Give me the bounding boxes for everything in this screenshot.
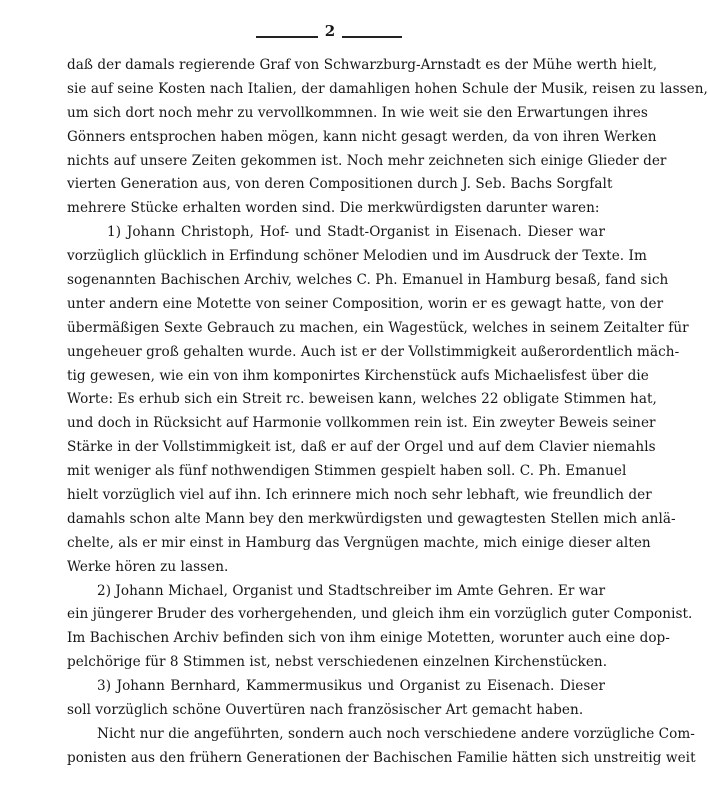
text-line: übermäßigen Sexte Gebrauch zu machen, ein Wagestück, welches in seinem Zeitalter für <box>67 319 689 336</box>
text-line: 1) Johann Christoph, Hof- und Stadt-Organist in Eisenach. Dieser war <box>107 224 605 241</box>
text-line: Worte: Es erhub sich ein Streit rc. beweisen kann, welches 22 obligate Stimmen hat, <box>67 391 657 408</box>
text-line: ein jüngerer Bruder des vorhergehenden, und gleich ihm ein vorzüglich guter Componist. <box>67 606 693 623</box>
text-line: mehrere Stücke erhalten worden sind. Die merkwürdigsten darunter waren: <box>67 200 600 217</box>
text-line: vierten Generation aus, von deren Compositionen durch J. Seb. Bachs Sorgfalt <box>67 176 613 193</box>
text-line: Im Bachischen Archiv befinden sich von ihm einige Motetten, worunter auch eine dop- <box>67 630 670 647</box>
text-line: Gönners entsprochen haben mögen, kann nicht gesagt werden, da von ihren Werken <box>67 128 657 145</box>
text-line: daß der damals regierende Graf von Schwarzburg-Arnstadt es der Mühe werth hielt, <box>67 57 658 73</box>
text-line: 3) Johann Bernhard, Kammermusikus und Organist zu Eisenach. Dieser <box>97 678 605 695</box>
text-line: nichts auf unsere Zeiten gekommen ist. Noch mehr zeichneten sich einige Glieder der <box>67 152 667 169</box>
text-line: tig gewesen, wie ein von ihm komponirtes Kirchenstück aufs Michaelisfest über die <box>67 367 649 384</box>
text-line: damahls schon alte Mann bey den merkwürdigsten und gewagtesten Stellen mich anlä- <box>67 510 676 527</box>
text-line: sie auf seine Kosten nach Italien, der damahligen hohen Schule der Musik, reisen zu lassen, <box>67 80 708 97</box>
header-rule-right <box>342 36 402 38</box>
text-line: und doch in Rücksicht auf Harmonie vollkommen rein ist. Ein zweyter Beweis seiner <box>67 415 656 432</box>
text-line: Nicht nur die angeführten, sondern auch noch verschiedene andere vorzügliche Com- <box>97 725 695 742</box>
text-line: Stärke in der Vollstimmigkeit ist, daß er auf der Orgel und auf dem Clavier niemahls <box>67 439 656 456</box>
text-line: um sich dort noch mehr zu vervollkommnen. In wie weit sie den Erwartungen ihres <box>67 104 648 121</box>
text-line: pelchörige für 8 Stimmen ist, nebst verschiedenen einzelnen Kirchenstücken. <box>67 654 608 671</box>
text-line: chelte, als er mir einst in Hamburg das Vergnügen machte, mich einige dieser alten <box>67 534 651 551</box>
text-line: hielt vorzüglich viel auf ihn. Ich erinnere mich noch sehr lebhaft, wie freundlich der <box>67 487 652 504</box>
header-rule-left <box>256 36 318 38</box>
text-line: Werke hören zu lassen. <box>67 558 229 575</box>
text-line: mit weniger als fünf nothwendigen Stimmen gespielt haben soll. C. Ph. Emanuel <box>67 463 627 480</box>
text-line: soll vorzüglich schöne Ouvertüren nach französischer Art gemacht haben. <box>67 702 584 719</box>
text-line: vorzüglich glücklich in Erfindung schöner Melodien und im Ausdruck der Texte. Im <box>67 248 647 265</box>
page-number: 2 <box>324 22 336 40</box>
body-text <box>67 54 708 771</box>
text-line: ponisten aus den frühern Generationen der Bachischen Familie hätten sich unstreitig weit <box>67 749 696 766</box>
text-line: unter andern eine Motette von seiner Composition, worin er es gewagt hatte, von der <box>67 295 664 312</box>
text-line: ungeheuer groß gehalten wurde. Auch ist er der Vollstimmigkeit außerordentlich mäch- <box>67 343 680 360</box>
text-line: 2) Johann Michael, Organist und Stadtschreiber im Amte Gehren. Er war <box>97 582 606 599</box>
page-header <box>0 22 633 42</box>
text-line: sogenannten Bachischen Archiv, welches C. Ph. Emanuel in Hamburg besaß, fand sich <box>67 272 669 289</box>
